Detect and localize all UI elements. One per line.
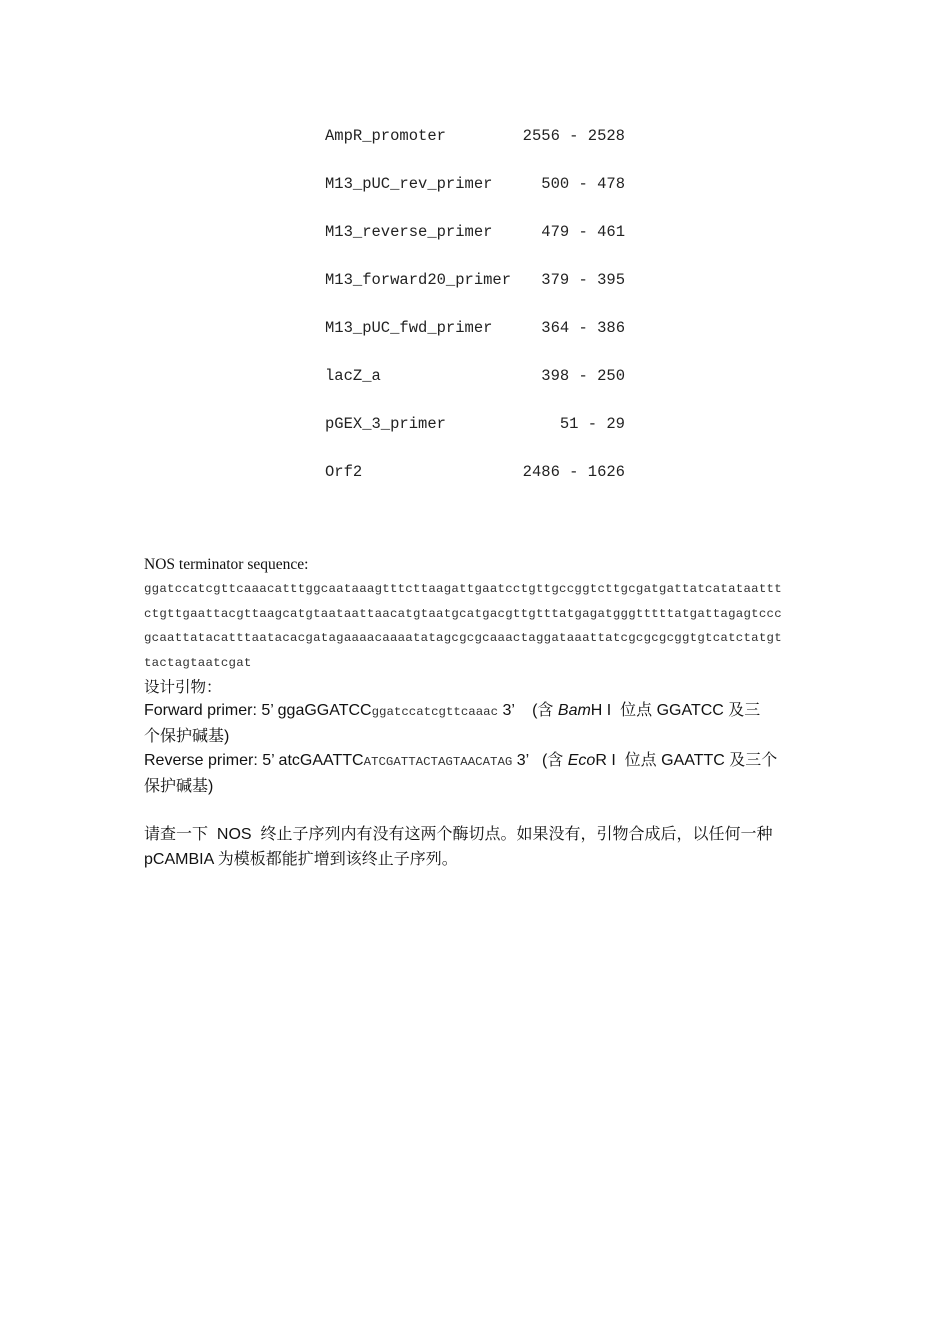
reverse-primer-prefix: Reverse primer: 5’ atcGAATTC (144, 752, 364, 769)
feature-range: 2556 - 2528 (522, 127, 625, 145)
reverse-primer-line2: 保护碱基) (144, 777, 214, 795)
primers-heading: 设计引物： (144, 678, 222, 696)
feature-table (325, 124, 625, 508)
feature-range: 479 - 461 (541, 223, 625, 241)
sequence-line: tactagtaatcgat (144, 655, 252, 670)
feature-row (325, 172, 625, 220)
feature-row (325, 268, 625, 316)
reverse-enzyme-italic: Eco (567, 752, 596, 769)
feature-range: 398 - 250 (541, 367, 625, 385)
forward-enzyme-rest: H I 位点 GGATCC 及三 (590, 702, 761, 719)
forward-primer (144, 699, 809, 749)
feature-range: 51 - 29 (559, 415, 625, 433)
feature-range: 500 - 478 (541, 175, 625, 193)
forward-primer-suffix: 3’ (含 (498, 702, 558, 719)
reverse-primer (144, 749, 809, 799)
feature-row (325, 412, 625, 460)
sequence-line: gcaattatacatttaatacacgatagaaaacaaaatatagcgcgcaaactaggataaattatcgcgcgcggtgtcatctatgt (144, 631, 782, 645)
sequence-line: ggatccatcgttcaaacatttggcaataaagtttcttaagattgaatcctgttgccggtcttgcgatgattatcatataattt (144, 582, 782, 596)
feature-range: 379 - 395 (541, 271, 625, 289)
sequence-line: ctgttgaattacgttaagcatgtaataattaacatgtaatgcatgacgttgtttatgagatgggtttttatgattagagtccc (144, 606, 782, 621)
feature-name: M13_pUC_rev_primer (325, 175, 493, 193)
feature-name: AmpR_promoter (325, 127, 446, 145)
nos-title: NOS terminator sequence: (144, 556, 309, 573)
feature-row (325, 460, 625, 508)
feature-name: lacZ_a (325, 367, 381, 385)
reverse-primer-seq: ATCGATTACTAGTAACATAG (363, 755, 513, 769)
nos-section (144, 553, 809, 872)
feature-name: Orf2 (325, 463, 363, 481)
note-paragraph (144, 823, 809, 872)
feature-row (325, 316, 625, 364)
feature-name: pGEX_3_primer (325, 415, 446, 433)
note-line1: 请查一下 NOS 终止子序列内有没有这两个酶切点。如果没有，引物合成后，以任何一种 (144, 826, 773, 843)
note-line2: pCAMBIA 为模板都能扩增到该终止子序列。 (144, 850, 458, 868)
forward-enzyme-italic: Bam (557, 702, 591, 719)
feature-name: M13_reverse_primer (325, 223, 493, 241)
reverse-enzyme-rest: R I 位点 GAATTC 及三个 (595, 752, 778, 769)
feature-name: M13_forward20_primer (325, 271, 512, 289)
feature-name: M13_pUC_fwd_primer (325, 319, 493, 337)
feature-range: 2486 - 1626 (522, 463, 625, 481)
feature-row (325, 124, 625, 172)
forward-primer-seq: ggatccatcgttcaaac (371, 705, 499, 719)
nos-sequence (144, 577, 809, 675)
forward-primer-line2: 个保护碱基) (144, 727, 230, 745)
feature-row (325, 220, 625, 268)
feature-row (325, 364, 625, 412)
reverse-primer-suffix: 3’ (含 (512, 752, 568, 769)
forward-primer-prefix: Forward primer: 5’ ggaGGATCC (144, 702, 372, 719)
feature-range: 364 - 386 (541, 319, 625, 337)
